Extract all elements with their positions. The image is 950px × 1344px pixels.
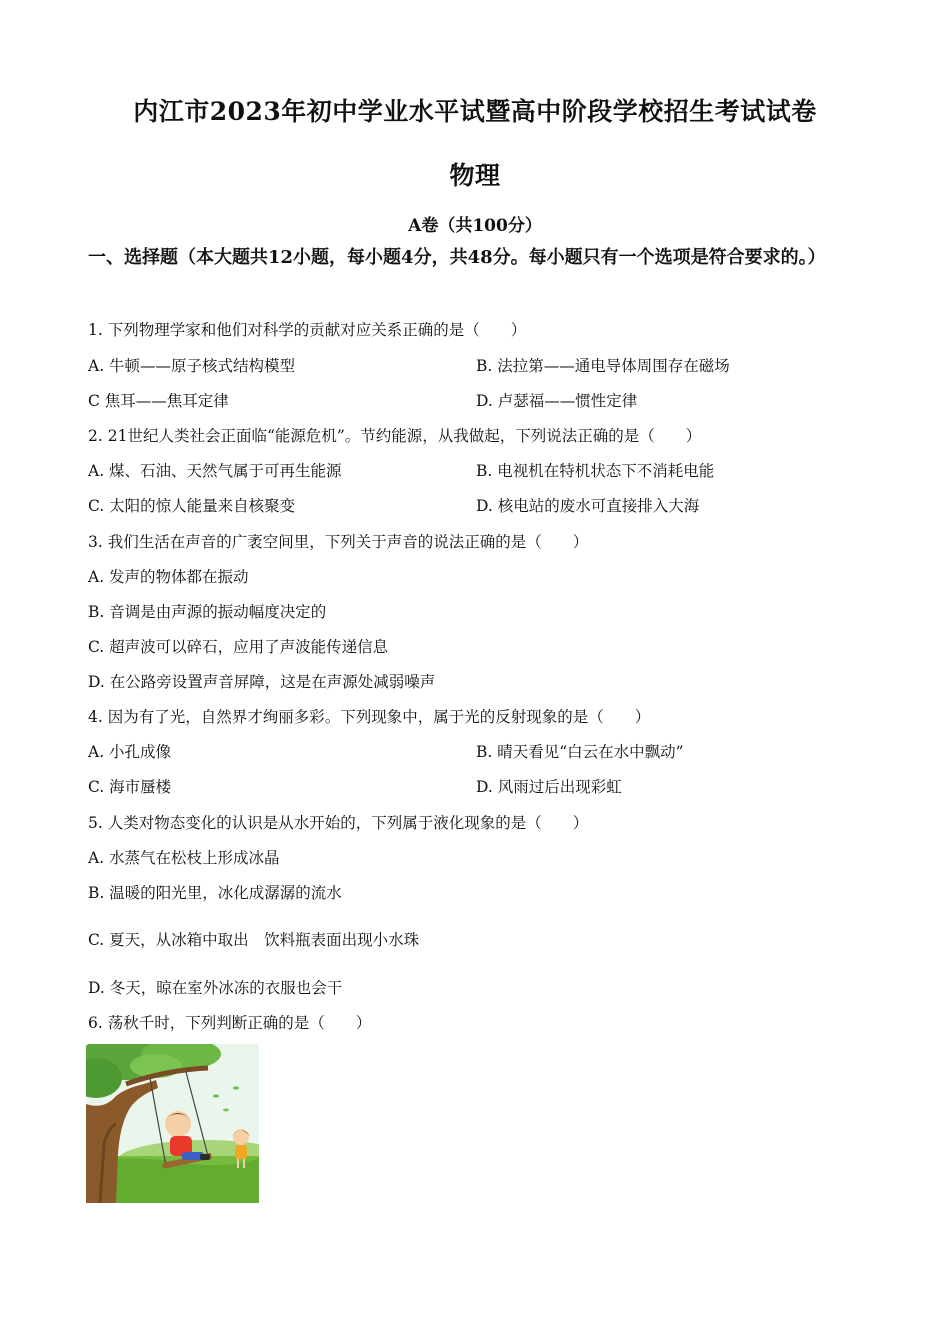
question-2-option-c: C. 太阳的惊人能量来自核聚变 <box>88 497 296 515</box>
question-3-option-c: C. 超声波可以碎石，应用了声波能传递信息 <box>88 638 389 656</box>
question-1-option-a: A. 牛顿——原子核式结构模型 <box>88 357 296 375</box>
subject-title: 物理 <box>449 161 501 190</box>
question-5-option-a: A. 水蒸气在松枝上形成冰晶 <box>88 849 280 867</box>
question-3-option-b: B. 音调是由声源的振动幅度决定的 <box>88 603 327 621</box>
question-2-stem: 2. 21世纪人类社会正面临“能源危机”。节约能源，从我做起，下列说法正确的是（ ） <box>88 427 702 445</box>
question-1-option-d: D. 卢瑟福——惯性定律 <box>476 392 638 410</box>
question-1-stem: 1. 下列物理学家和他们对科学的贡献对应关系正确的是（ ） <box>88 321 527 339</box>
question-3-option-d: D. 在公路旁设置声音屏障，这是在声源处减弱噪声 <box>88 673 436 691</box>
question-4-option-d: D. 风雨过后出现彩虹 <box>476 778 622 796</box>
exam-title: 内江市2023年初中学业水平试暨高中阶段学校招生考试试卷 <box>133 97 817 126</box>
question-4-stem: 4. 因为有了光，自然界才绚丽多彩。下列现象中，属于光的反射现象的是（ ） <box>88 708 651 726</box>
question-6-stem: 6. 荡秋千时，下列判断正确的是（ ） <box>88 1014 372 1032</box>
question-4-option-c: C. 海市蜃楼 <box>88 778 172 796</box>
question-5-stem: 5. 人类对物态变化的认识是从水开始的，下列属于液化现象的是（ ） <box>88 814 589 832</box>
question-1-option-b: B. 法拉第——通电导体周围存在磁场 <box>476 357 730 375</box>
question-3-option-a: A. 发声的物体都在振动 <box>88 568 249 586</box>
question-5-option-b: B. 温暖的阳光里，冰化成潺潺的流水 <box>88 884 342 902</box>
swing-illustration <box>86 1044 259 1203</box>
question-4-option-b: B. 晴天看见“白云在水中飘动” <box>476 743 684 761</box>
question-2-option-a: A. 煤、石油、天然气属于可再生能源 <box>88 462 342 480</box>
section-a-title: A卷（共100分） <box>408 216 542 236</box>
question-1-option-c: C 焦耳——焦耳定律 <box>88 392 229 410</box>
question-2-option-d: D. 核电站的废水可直接排入大海 <box>476 497 700 515</box>
swing-scene-image <box>86 1044 259 1203</box>
question-5-option-d: D. 冬天，晾在室外冰冻的衣服也会干 <box>88 979 343 997</box>
part1-heading: 一、选择题（本大题共12小题，每小题4分，共48分。每小题只有一个选项是符合要求的。） <box>88 247 826 268</box>
question-3-stem: 3. 我们生活在声音的广袤空间里，下列关于声音的说法正确的是（ ） <box>88 533 589 551</box>
question-4-option-a: A. 小孔成像 <box>88 743 172 761</box>
question-2-option-b: B. 电视机在特机状态下不消耗电能 <box>476 462 715 480</box>
question-5-option-c: C. 夏天，从冰箱中取出 饮料瓶表面出现小水珠 <box>88 931 420 949</box>
